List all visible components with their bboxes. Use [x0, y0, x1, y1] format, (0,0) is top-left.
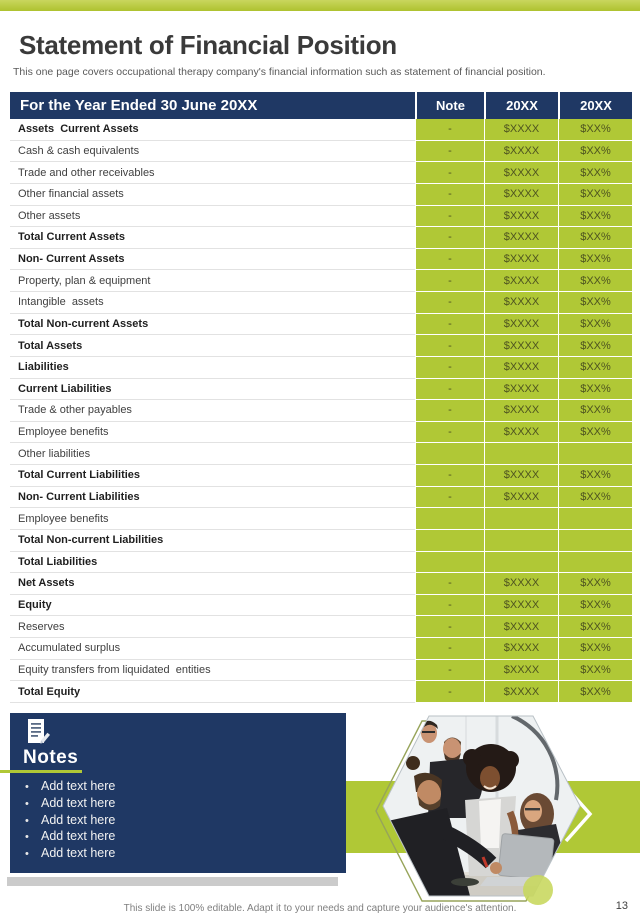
row-label: Trade & other payables — [10, 400, 415, 422]
notes-title-underline — [0, 770, 82, 773]
row-note-value[interactable]: - — [415, 119, 484, 141]
row-year1-value[interactable]: $XXXX — [484, 465, 558, 487]
row-label: Other financial assets — [10, 184, 415, 206]
table-row — [10, 638, 632, 660]
notes-item-text[interactable]: Add text here — [41, 846, 116, 861]
row-year2-value[interactable]: $XX% — [558, 292, 632, 314]
page-number: 13 — [615, 900, 628, 912]
row-note-value[interactable] — [415, 530, 484, 552]
row-year2-value[interactable]: $XX% — [558, 119, 632, 141]
bullet-icon: • — [25, 831, 29, 844]
row-note-value[interactable]: - — [415, 681, 484, 703]
table-row — [10, 249, 632, 271]
table-row — [10, 335, 632, 357]
row-note-value[interactable] — [415, 508, 484, 530]
row-year2-value[interactable]: $XX% — [558, 487, 632, 509]
row-label: Reserves — [10, 616, 415, 638]
row-label: Cash & cash equivalents — [10, 141, 415, 163]
row-note-value[interactable]: - — [415, 335, 484, 357]
row-year2-value[interactable] — [558, 443, 632, 465]
table-header-period: For the Year Ended 30 June 20XX — [20, 97, 258, 114]
table-row — [10, 552, 632, 574]
row-year2-value[interactable]: $XX% — [558, 616, 632, 638]
row-year1-value[interactable]: $XXXX — [484, 660, 558, 682]
row-note-value[interactable]: - — [415, 465, 484, 487]
table-row — [10, 508, 632, 530]
top-accent-bar — [0, 0, 640, 11]
notes-list-item[interactable] — [25, 796, 115, 813]
table-row — [10, 660, 632, 682]
row-label: Total Assets — [10, 335, 415, 357]
row-label: Trade and other receivables — [10, 162, 415, 184]
row-label: Intangible assets — [10, 292, 415, 314]
team-photo — [368, 704, 590, 906]
row-note-value[interactable]: - — [415, 379, 484, 401]
row-label: Non- Current Liabilities — [10, 487, 415, 509]
row-year1-value[interactable]: $XXXX — [484, 206, 558, 228]
row-year2-value[interactable]: $XX% — [558, 422, 632, 444]
row-year1-value[interactable]: $XXXX — [484, 270, 558, 292]
row-year2-value[interactable]: $XX% — [558, 400, 632, 422]
green-accent-circle — [523, 875, 553, 905]
row-year1-value[interactable]: $XXXX — [484, 335, 558, 357]
row-year2-value[interactable]: $XX% — [558, 573, 632, 595]
row-label: Equity transfers from liquidated entities — [10, 660, 415, 682]
row-year1-value[interactable]: $XXXX — [484, 573, 558, 595]
table-row — [10, 465, 632, 487]
row-note-value[interactable]: - — [415, 249, 484, 271]
bullet-icon: • — [25, 781, 29, 793]
row-year2-value[interactable]: $XX% — [558, 660, 632, 682]
row-year2-value[interactable]: $XX% — [558, 595, 632, 617]
row-year2-value[interactable] — [558, 552, 632, 574]
row-year1-value[interactable]: $XXXX — [484, 357, 558, 379]
row-note-value[interactable]: - — [415, 357, 484, 379]
table-header-note: Note — [415, 92, 484, 119]
table-body — [10, 119, 632, 703]
row-note-value[interactable]: - — [415, 638, 484, 660]
table-row — [10, 184, 632, 206]
row-year2-value[interactable]: $XX% — [558, 249, 632, 271]
notes-list-item[interactable] — [25, 846, 115, 863]
row-year1-value[interactable] — [484, 530, 558, 552]
row-year2-value[interactable]: $XX% — [558, 206, 632, 228]
row-note-value[interactable]: - — [415, 314, 484, 336]
table-row — [10, 443, 632, 465]
row-note-value[interactable]: - — [415, 422, 484, 444]
row-year2-value[interactable]: $XX% — [558, 465, 632, 487]
table-row — [10, 162, 632, 184]
table-header-year2: 20XX — [558, 92, 632, 119]
row-year1-value[interactable]: $XXXX — [484, 184, 558, 206]
row-year1-value[interactable]: $XXXX — [484, 314, 558, 336]
row-year2-value[interactable]: $XX% — [558, 638, 632, 660]
row-note-value[interactable]: - — [415, 616, 484, 638]
notes-item-text[interactable]: Add text here — [41, 779, 116, 793]
row-label: Non- Current Assets — [10, 249, 415, 271]
notes-item-text[interactable]: Add text here — [41, 829, 116, 844]
row-year1-value[interactable]: $XXXX — [484, 249, 558, 271]
row-year2-value[interactable]: $XX% — [558, 335, 632, 357]
row-year2-value[interactable]: $XX% — [558, 270, 632, 292]
row-year2-value[interactable]: $XX% — [558, 681, 632, 703]
row-note-value[interactable]: - — [415, 595, 484, 617]
row-label: Total Current Liabilities — [10, 465, 415, 487]
row-label: Other liabilities — [10, 443, 415, 465]
row-year2-value[interactable]: $XX% — [558, 379, 632, 401]
row-year2-value[interactable]: $XX% — [558, 357, 632, 379]
row-note-value[interactable] — [415, 443, 484, 465]
notes-list-item[interactable] — [25, 829, 115, 846]
table-row — [10, 292, 632, 314]
row-note-value[interactable]: - — [415, 162, 484, 184]
table-header-row — [10, 92, 632, 119]
row-year1-value[interactable]: $XXXX — [484, 227, 558, 249]
row-year2-value[interactable]: $XX% — [558, 184, 632, 206]
row-label: Liabilities — [10, 357, 415, 379]
row-year1-value[interactable]: $XXXX — [484, 292, 558, 314]
row-year1-value[interactable] — [484, 552, 558, 574]
footer-note: This slide is 100% editable. Adapt it to your needs and capture your audience's attention. — [123, 903, 517, 914]
row-year1-value[interactable] — [484, 508, 558, 530]
table-row — [10, 227, 632, 249]
notes-title: Notes — [23, 747, 79, 768]
row-label: Total Current Assets — [10, 227, 415, 249]
row-year1-value[interactable]: $XXXX — [484, 400, 558, 422]
row-note-value[interactable]: - — [415, 573, 484, 595]
table-row — [10, 616, 632, 638]
table-row — [10, 119, 632, 141]
row-label: Total Non-current Liabilities — [10, 530, 415, 552]
row-year2-value[interactable]: $XX% — [558, 141, 632, 163]
notes-panel-shadow — [7, 877, 338, 886]
row-year1-value[interactable]: $XXXX — [484, 119, 558, 141]
notes-list-item[interactable] — [25, 779, 115, 796]
table-row — [10, 595, 632, 617]
row-label: Total Non-current Assets — [10, 314, 415, 336]
notes-panel — [10, 713, 346, 873]
bullet-icon: • — [25, 814, 29, 827]
row-year2-value[interactable] — [558, 508, 632, 530]
row-year1-value[interactable]: $XXXX — [484, 422, 558, 444]
table-row — [10, 314, 632, 336]
row-note-value[interactable]: - — [415, 270, 484, 292]
table-header-year1: 20XX — [484, 92, 558, 119]
row-label: Employee benefits — [10, 508, 415, 530]
row-year1-value[interactable]: $XXXX — [484, 595, 558, 617]
financial-table — [10, 92, 632, 703]
row-label: Accumulated surplus — [10, 638, 415, 660]
table-row — [10, 573, 632, 595]
page-subtitle: This one page covers occupational therapy company's financial information such as statement of financial position. — [13, 66, 546, 78]
table-row — [10, 379, 632, 401]
row-note-value[interactable] — [415, 552, 484, 574]
row-year1-value[interactable]: $XXXX — [484, 681, 558, 703]
table-row — [10, 487, 632, 509]
row-note-value[interactable]: - — [415, 660, 484, 682]
notes-list — [25, 779, 115, 863]
bullet-icon: • — [25, 797, 29, 810]
row-label: Other assets — [10, 206, 415, 228]
table-row — [10, 357, 632, 379]
row-year2-value[interactable]: $XX% — [558, 162, 632, 184]
row-note-value[interactable]: - — [415, 184, 484, 206]
row-year2-value[interactable]: $XX% — [558, 227, 632, 249]
notes-list-item[interactable] — [25, 813, 115, 830]
row-label: Equity — [10, 595, 415, 617]
row-label: Total Liabilities — [10, 552, 415, 574]
table-row — [10, 141, 632, 163]
row-note-value[interactable]: - — [415, 206, 484, 228]
table-row — [10, 530, 632, 552]
table-row — [10, 422, 632, 444]
page-title: Statement of Financial Position — [19, 30, 397, 60]
row-label: Assets Current Assets — [10, 119, 415, 141]
row-year1-value[interactable]: $XXXX — [484, 616, 558, 638]
row-year1-value[interactable]: $XXXX — [484, 141, 558, 163]
row-label: Employee benefits — [10, 422, 415, 444]
notes-item-text[interactable]: Add text here — [41, 812, 116, 827]
row-year1-value[interactable]: $XXXX — [484, 162, 558, 184]
row-note-value[interactable]: - — [415, 141, 484, 163]
note-document-icon — [27, 717, 51, 749]
row-label: Property, plan & equipment — [10, 270, 415, 292]
row-year1-value[interactable]: $XXXX — [484, 638, 558, 660]
table-row — [10, 400, 632, 422]
bullet-icon: • — [25, 848, 29, 861]
row-year2-value[interactable]: $XX% — [558, 314, 632, 336]
row-year1-value[interactable] — [484, 443, 558, 465]
row-year1-value[interactable]: $XXXX — [484, 379, 558, 401]
notes-item-text[interactable]: Add text here — [41, 795, 116, 810]
row-label: Current Liabilities — [10, 379, 415, 401]
row-label: Total Equity — [10, 681, 415, 703]
table-row — [10, 270, 632, 292]
row-note-value[interactable]: - — [415, 487, 484, 509]
row-label: Net Assets — [10, 573, 415, 595]
table-row — [10, 206, 632, 228]
row-note-value[interactable]: - — [415, 227, 484, 249]
row-year1-value[interactable]: $XXXX — [484, 487, 558, 509]
table-row — [10, 681, 632, 703]
row-note-value[interactable]: - — [415, 292, 484, 314]
row-note-value[interactable]: - — [415, 400, 484, 422]
row-year2-value[interactable] — [558, 530, 632, 552]
